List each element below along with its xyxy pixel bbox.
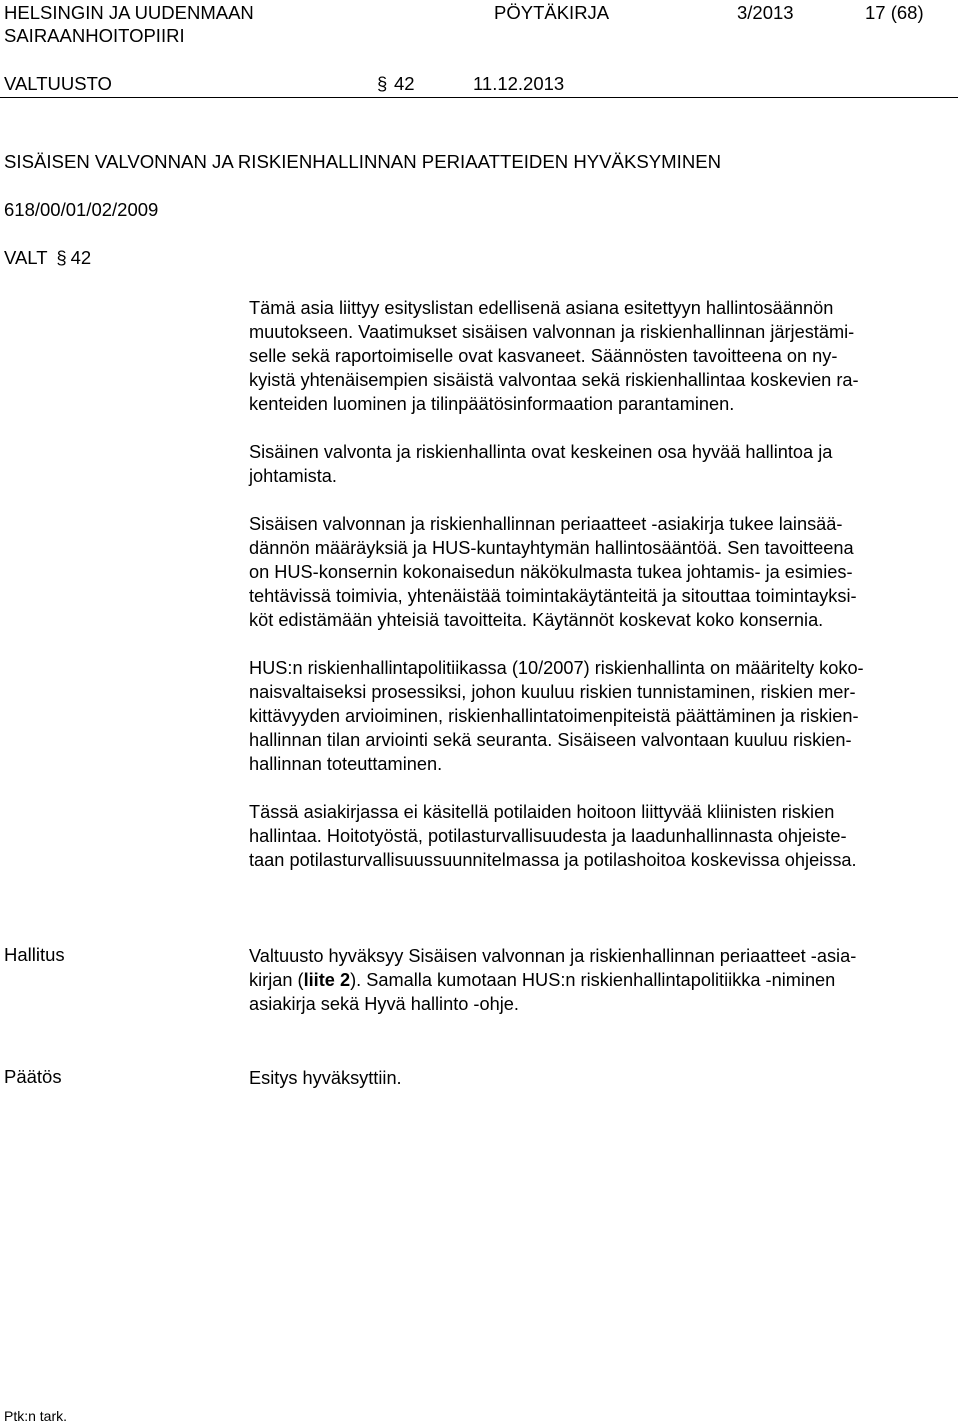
paragraph-3 bbox=[249, 512, 939, 632]
paragraph-1 bbox=[249, 296, 939, 416]
attachment-reference: liite 2 bbox=[303, 970, 351, 990]
text-line: taan potilasturvallisuussuunnitelmassa ja potilashoitoa koskevissa ohjeissa. bbox=[249, 850, 857, 870]
text-line: Valtuusto hyväksyy Sisäisen valvonnan ja riskienhallinnan periaatteet -asia- bbox=[249, 946, 857, 966]
decision-text: Esitys hyväksyttiin. bbox=[249, 1068, 402, 1088]
text-line: Sisäisen valvonnan ja riskienhallinnan periaatteet -asiakirja tukee lainsää- bbox=[249, 514, 843, 534]
text-line: hallintaa. Hoitotyöstä, potilasturvallisuudesta ja laadunhallinnasta ohjeiste- bbox=[249, 826, 847, 846]
text-line: tehtävissä toimivia, yhtenäistää toimintakäytänteitä ja sitouttaa toimintayksi- bbox=[249, 586, 857, 606]
text-line: Tässä asiakirjassa ei käsitellä potilaiden hoitoon liittyvää kliinisten riskien bbox=[249, 802, 835, 822]
item-reference bbox=[4, 247, 91, 269]
text-line: kittävyyden arvioiminen, riskienhallintatoimenpiteistä päättäminen ja riskien- bbox=[249, 706, 859, 726]
decision-label: Päätös bbox=[4, 1066, 62, 1087]
proposal-text bbox=[249, 944, 939, 1016]
text-fragment: ). Samalla kumotaan HUS:n riskienhallintapolitiikka -niminen bbox=[350, 970, 836, 990]
paragraph-5 bbox=[249, 800, 939, 872]
org-name-line2: SAIRAANHOITOPIIRI bbox=[4, 25, 185, 46]
text-line: muutokseen. Vaatimukset sisäisen valvonnan ja riskienhallinnan järjestämi- bbox=[249, 322, 855, 342]
text-line: on HUS-konsernin kokonaisedun näkökulmasta tukea johtamis- ja esimies- bbox=[249, 562, 853, 582]
footer-note: Ptk:n tark. bbox=[4, 1408, 68, 1424]
proposal-label: Hallitus bbox=[4, 944, 65, 965]
body-name: VALTUUSTO bbox=[4, 73, 112, 94]
doc-number: 3/2013 bbox=[737, 2, 794, 23]
doc-type: PÖYTÄKIRJA bbox=[494, 2, 610, 23]
text-line: kyistä yhtenäisempien sisäistä valvontaa sekä riskienhallintaa koskevien ra- bbox=[249, 370, 859, 390]
header-divider bbox=[0, 97, 958, 98]
paragraph-2 bbox=[249, 440, 939, 488]
org-name-line1: HELSINGIN JA UUDENMAAN bbox=[4, 2, 254, 23]
text-line: johtamista. bbox=[249, 466, 337, 486]
item-reference-number: 42 bbox=[70, 247, 92, 268]
paragraph-4 bbox=[249, 656, 939, 776]
text-line: Sisäinen valvonta ja riskienhallinta ovat keskeinen osa hyvää hallintoa ja bbox=[249, 442, 833, 462]
reference-number: 618/00/01/02/2009 bbox=[4, 199, 159, 220]
text-line bbox=[249, 968, 939, 992]
text-line: Tämä asia liittyy esityslistan edellisenä asiana esitettyyn hallintosäännön bbox=[249, 298, 834, 318]
text-line: asiakirja sekä Hyvä hallinto -ohje. bbox=[249, 994, 519, 1014]
text-line: hallinnan toteuttaminen. bbox=[249, 754, 443, 774]
page-number: 17 (68) bbox=[865, 2, 924, 23]
text-line: hallinnan tilan arviointi sekä seuranta. Sisäiseen valvontaan kuuluu riskien- bbox=[249, 730, 852, 750]
item-reference-prefix: VALT bbox=[4, 247, 48, 268]
section-number: 42 bbox=[394, 73, 415, 94]
page-title: SISÄISEN VALVONNAN JA RISKIENHALLINNAN PERIAATTEIDEN HYVÄKSYMINEN bbox=[4, 151, 722, 172]
text-line: köt edistämään yhteisiä tavoitteita. Käytännöt koskevat koko konsernia. bbox=[249, 610, 824, 630]
text-line: selle sekä raportoimiselle ovat kasvaneet. Säännösten tavoitteena on ny- bbox=[249, 346, 838, 366]
section-sign-icon: § bbox=[56, 247, 67, 268]
text-line: HUS:n riskienhallintapolitiikassa (10/2007) riskienhallinta on määritelty koko- bbox=[249, 658, 864, 678]
text-fragment: kirjan ( bbox=[249, 970, 304, 990]
section-sign-icon: § bbox=[377, 73, 388, 94]
text-line: dännön määräyksiä ja HUS-kuntayhtymän hallintosääntöä. Sen tavoitteena bbox=[249, 538, 854, 558]
text-line: naisvaltaiseksi prosessiksi, johon kuuluu riskien tunnistaminen, riskien mer- bbox=[249, 682, 856, 702]
meeting-date: 11.12.2013 bbox=[473, 73, 565, 94]
text-line: kenteiden luominen ja tilinpäätösinformaation parantaminen. bbox=[249, 394, 735, 414]
